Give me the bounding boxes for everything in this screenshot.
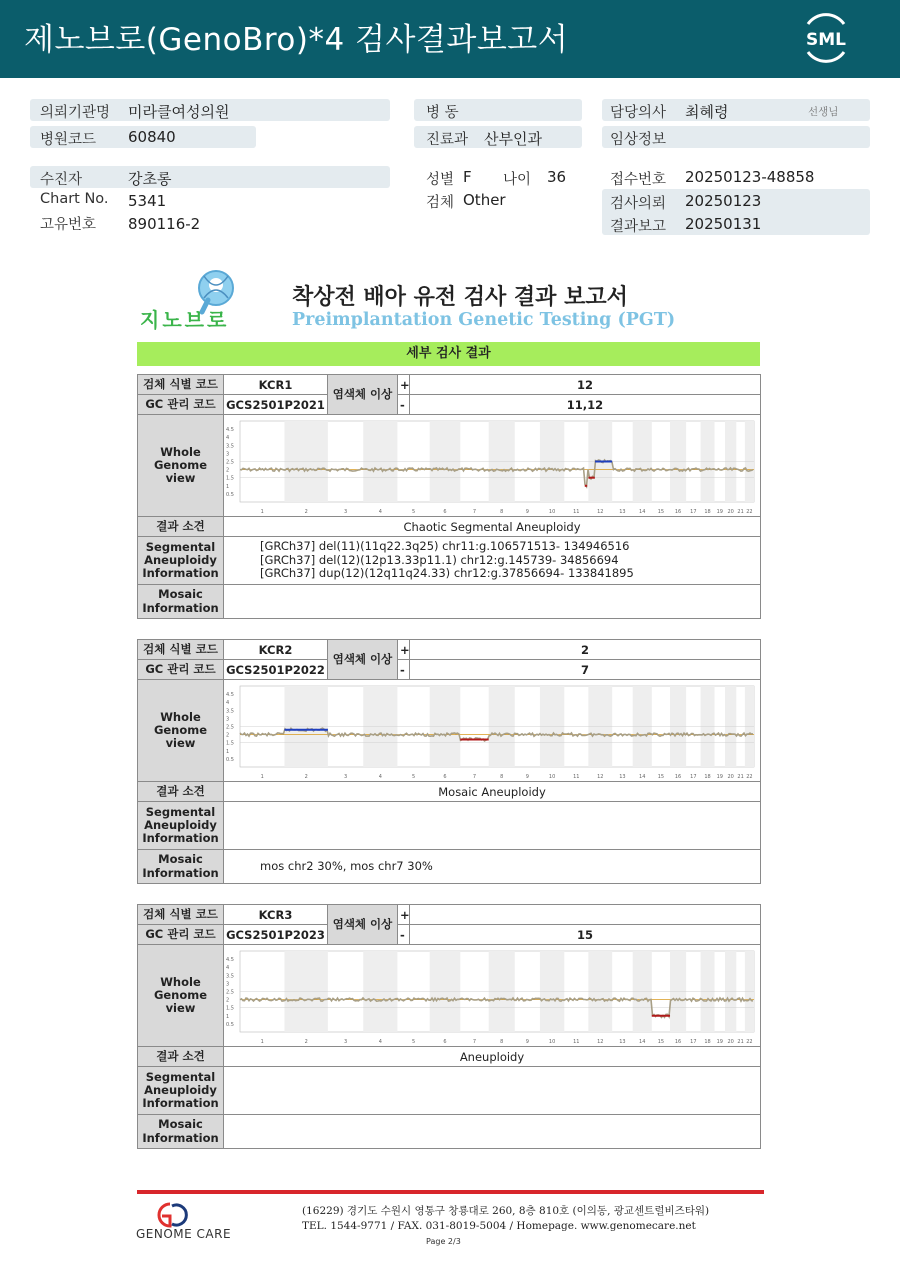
y-tick-label: 2.5 <box>226 989 234 995</box>
x-tick-label: 3 <box>343 1038 348 1045</box>
loss-chromosomes: 7 <box>410 660 761 680</box>
x-tick-label: 15 <box>657 508 665 515</box>
report-date-label: 결과보고 <box>610 219 667 235</box>
x-tick-label: 21 <box>737 508 744 515</box>
mosaic-label: Mosaic Information <box>138 585 224 619</box>
x-tick-label: 11 <box>573 1038 580 1045</box>
x-tick-label: 14 <box>639 1038 646 1045</box>
x-tick-label: 22 <box>746 508 753 515</box>
mosaic-info: mos chr2 30%, mos chr7 30% <box>224 850 761 884</box>
sample-id-value: KCR3 <box>224 905 328 925</box>
x-tick-label: 4 <box>378 508 382 515</box>
y-tick-label: 1 <box>226 1013 230 1020</box>
x-tick-label: 21 <box>737 1038 744 1045</box>
x-tick-label: 9 <box>525 508 529 515</box>
gc-code-label: GC 관리 코드 <box>138 925 224 945</box>
genome-plot-svg <box>224 946 759 1046</box>
x-tick-label: 5 <box>411 1038 416 1045</box>
y-tick-label: 3.5 <box>226 972 234 979</box>
receipt-label: 접수번호 <box>610 172 667 188</box>
gain-chromosomes: 2 <box>410 640 761 660</box>
x-tick-label: 22 <box>746 773 753 780</box>
whole-genome-plot <box>224 680 761 782</box>
gain-chromosomes: 12 <box>410 375 761 395</box>
x-tick-label: 1 <box>260 773 264 780</box>
x-tick-label: 14 <box>639 508 646 515</box>
gc-code-value: GCS2501P2021 <box>224 395 328 415</box>
x-tick-label: 17 <box>690 1038 697 1045</box>
segmental-info <box>224 1067 761 1115</box>
x-tick-label: 2 <box>304 773 308 780</box>
x-tick-label: 10 <box>548 1038 556 1045</box>
y-tick-label: 3.5 <box>226 442 234 449</box>
specimen-value: Other <box>463 191 506 209</box>
finding-value: Mosaic Aneuploidy <box>224 782 761 802</box>
address-line: (16229) 경기도 수원시 영통구 창룡대로 260, 8층 810호 (이의동, 광교센트럴비즈타워) <box>302 1205 710 1217</box>
segmental-label: Segmental Aneuploidy Information <box>138 537 224 585</box>
y-tick-label: 4 <box>226 699 230 706</box>
gain-sign: + <box>398 905 410 925</box>
sex-value: F <box>463 168 472 186</box>
gain-sign: + <box>398 375 410 395</box>
x-tick-label: 7 <box>472 1038 477 1045</box>
x-tick-label: 18 <box>704 1038 711 1045</box>
genome-plot-svg <box>224 416 759 516</box>
x-tick-label: 10 <box>548 773 556 780</box>
x-tick-label: 8 <box>500 773 504 780</box>
brand-name: 지노브로 <box>140 308 230 332</box>
sample-table <box>137 904 761 1149</box>
x-tick-label: 6 <box>443 773 447 780</box>
x-tick-label: 21 <box>737 773 744 780</box>
chart-no-value: 5341 <box>128 192 167 210</box>
x-tick-label: 4 <box>378 773 382 780</box>
doctor-suffix: 선생님 <box>808 106 839 118</box>
hospital-code-label: 병원코드 <box>40 132 97 148</box>
unique-no-label: 고유번호 <box>40 217 97 233</box>
specimen-label: 검체 <box>426 195 455 211</box>
institution-value: 미라클여성의원 <box>128 103 230 121</box>
segmental-line: [GRCh37] del(12)(12p13.33p11.1) chr12:g.145739- 34856694 <box>260 552 619 567</box>
y-tick-label: 4 <box>226 964 230 971</box>
x-tick-label: 16 <box>674 773 682 780</box>
mosaic-label: Mosaic Information <box>138 850 224 884</box>
x-tick-label: 16 <box>674 1038 682 1045</box>
report-title-korean: 착상전 배아 유전 검사 결과 보고서 <box>292 285 628 310</box>
report-header <box>0 0 900 78</box>
y-tick-label: 3 <box>226 980 230 987</box>
x-tick-label: 7 <box>472 508 477 515</box>
gc-code-label: GC 관리 코드 <box>138 395 224 415</box>
y-tick-label: 4.5 <box>226 956 234 963</box>
y-tick-label: 3 <box>226 715 230 722</box>
x-tick-label: 19 <box>716 508 723 515</box>
x-tick-label: 9 <box>525 1038 529 1045</box>
x-tick-label: 19 <box>716 1038 723 1045</box>
y-tick-label: 0.5 <box>226 491 234 498</box>
x-tick-label: 19 <box>716 773 723 780</box>
sample-id-value: KCR2 <box>224 640 328 660</box>
patient-value: 강초롱 <box>128 170 172 188</box>
chart-no-label: Chart No. <box>40 191 109 207</box>
doctor-label: 담당의사 <box>610 105 667 121</box>
gc-code-value: GCS2501P2023 <box>224 925 328 945</box>
whole-genome-plot <box>224 415 761 517</box>
loss-sign: - <box>398 660 410 680</box>
y-tick-label: 4.5 <box>226 426 234 433</box>
y-tick-label: 4.5 <box>226 691 234 698</box>
x-tick-label: 11 <box>573 773 580 780</box>
sample-table <box>137 374 761 619</box>
sample-id-value: KCR1 <box>224 375 328 395</box>
sample-id-label: 검체 식별 코드 <box>138 375 224 395</box>
x-tick-label: 13 <box>619 508 626 515</box>
y-tick-label: 1 <box>226 483 230 490</box>
finding-label: 결과 소견 <box>138 782 224 802</box>
sml-logo-text: SML <box>806 30 846 50</box>
gain-chromosomes <box>410 905 761 925</box>
patient-row <box>30 166 390 188</box>
sample-table <box>137 639 761 884</box>
sml-logo <box>800 12 852 64</box>
mosaic-info <box>224 1115 761 1149</box>
finding-value: Aneuploidy <box>224 1047 761 1067</box>
x-tick-label: 7 <box>472 773 477 780</box>
company-address <box>302 1204 709 1234</box>
y-tick-label: 1.5 <box>226 475 234 482</box>
y-tick-label: 0.5 <box>226 756 234 763</box>
x-tick-label: 12 <box>597 773 604 780</box>
whole-genome-label: Whole Genome view <box>138 945 224 1047</box>
ward-label: 병 동 <box>426 105 459 121</box>
whole-genome-label: Whole Genome view <box>138 415 224 517</box>
y-tick-label: 4 <box>226 434 230 441</box>
x-tick-label: 15 <box>657 773 665 780</box>
x-tick-label: 18 <box>704 508 711 515</box>
request-value: 20250123 <box>685 192 762 210</box>
x-tick-label: 13 <box>619 773 626 780</box>
y-tick-label: 2 <box>226 467 230 474</box>
gain-sign: + <box>398 640 410 660</box>
department-value: 산부인과 <box>484 130 542 148</box>
x-tick-label: 17 <box>690 773 697 780</box>
company-name: GENOME CARE <box>136 1227 232 1241</box>
chromosome-abnormality-label: 염색체 이상 <box>328 905 398 945</box>
finding-label: 결과 소견 <box>138 517 224 537</box>
y-tick-label: 3 <box>226 450 230 457</box>
x-tick-label: 8 <box>500 1038 504 1045</box>
sample-id-label: 검체 식별 코드 <box>138 640 224 660</box>
chromosome-abnormality-label: 염색체 이상 <box>328 375 398 415</box>
clinical-label: 임상정보 <box>610 132 667 148</box>
y-tick-label: 1 <box>226 748 230 755</box>
x-tick-label: 10 <box>548 508 556 515</box>
hospital-code-value: 60840 <box>128 128 176 146</box>
x-tick-label: 20 <box>727 773 734 780</box>
segmental-label: Segmental Aneuploidy Information <box>138 1067 224 1115</box>
x-tick-label: 3 <box>343 508 348 515</box>
finding-value: Chaotic Segmental Aneuploidy <box>224 517 761 537</box>
x-tick-label: 8 <box>500 508 504 515</box>
x-tick-label: 17 <box>690 508 697 515</box>
segmental-label: Segmental Aneuploidy Information <box>138 802 224 850</box>
x-tick-label: 6 <box>443 508 447 515</box>
loss-sign: - <box>398 395 410 415</box>
x-tick-label: 14 <box>639 773 646 780</box>
x-tick-label: 20 <box>727 1038 734 1045</box>
whole-genome-plot <box>224 945 761 1047</box>
segmental-info <box>224 802 761 850</box>
genome-care-logo-icon <box>140 1200 200 1230</box>
y-tick-label: 1.5 <box>226 740 234 747</box>
genome-plot-svg <box>224 681 759 781</box>
department-label: 진료과 <box>426 132 469 148</box>
x-tick-label: 4 <box>378 1038 382 1045</box>
x-tick-label: 16 <box>674 508 682 515</box>
x-tick-label: 12 <box>597 508 604 515</box>
age-label: 나이 <box>503 172 532 188</box>
loss-sign: - <box>398 925 410 945</box>
mosaic-info <box>224 585 761 619</box>
institution-label: 의뢰기관명 <box>40 105 111 121</box>
segmental-line: [GRCh37] del(11)(11q22.3q25) chr11:g.106571513- 134946516 <box>260 538 630 553</box>
request-label: 검사의뢰 <box>610 196 667 212</box>
whole-genome-label: Whole Genome view <box>138 680 224 782</box>
finding-label: 결과 소견 <box>138 1047 224 1067</box>
age-value: 36 <box>547 168 567 186</box>
report-date-value: 20250131 <box>685 215 762 233</box>
x-tick-label: 18 <box>704 773 711 780</box>
doctor-value: 최혜령 <box>685 103 729 121</box>
x-tick-label: 11 <box>573 508 580 515</box>
patient-label: 수진자 <box>40 172 83 188</box>
y-tick-label: 2.5 <box>226 724 234 730</box>
y-tick-label: 2.5 <box>226 459 234 465</box>
x-tick-label: 13 <box>619 1038 626 1045</box>
report-title-english: Preimplantation Genetic Testing (PGT) <box>292 310 676 330</box>
gc-code-label: GC 관리 코드 <box>138 660 224 680</box>
y-tick-label: 2 <box>226 997 230 1004</box>
loss-chromosomes: 11,12 <box>410 395 761 415</box>
unique-no-value: 890116-2 <box>128 215 201 233</box>
segmental-line: [GRCh37] dup(12)(12q11q24.33) chr12:g.37856694- 133841895 <box>260 566 634 581</box>
x-tick-label: 2 <box>304 1038 308 1045</box>
x-tick-label: 22 <box>746 1038 753 1045</box>
y-tick-label: 1.5 <box>226 1005 234 1012</box>
section-title: 세부 검사 결과 <box>137 342 760 366</box>
x-tick-label: 3 <box>343 773 348 780</box>
x-tick-label: 20 <box>727 508 734 515</box>
x-tick-label: 5 <box>411 773 416 780</box>
x-tick-label: 12 <box>597 1038 604 1045</box>
page-number: Page 2/3 <box>426 1237 461 1246</box>
segmental-info <box>224 537 761 585</box>
contact-line: TEL. 1544-9771 / FAX. 031-8019-5004 / Homepage. www.genomecare.net <box>302 1220 696 1232</box>
x-tick-label: 1 <box>260 1038 264 1045</box>
chromosome-abnormality-label: 염색체 이상 <box>328 640 398 680</box>
x-tick-label: 6 <box>443 1038 447 1045</box>
x-tick-label: 1 <box>260 508 264 515</box>
report-title: 제노브로(GenoBro)*4 검사결과보고서 <box>24 22 569 58</box>
x-tick-label: 5 <box>411 508 416 515</box>
x-tick-label: 2 <box>304 508 308 515</box>
footer-divider <box>137 1190 764 1194</box>
y-tick-label: 0.5 <box>226 1021 234 1028</box>
sex-label: 성별 <box>426 172 455 188</box>
loss-chromosomes: 15 <box>410 925 761 945</box>
receipt-value: 20250123-48858 <box>685 168 815 186</box>
x-tick-label: 15 <box>657 1038 665 1045</box>
y-tick-label: 3.5 <box>226 707 234 714</box>
mosaic-label: Mosaic Information <box>138 1115 224 1149</box>
y-tick-label: 2 <box>226 732 230 739</box>
x-tick-label: 9 <box>525 773 529 780</box>
sample-id-label: 검체 식별 코드 <box>138 905 224 925</box>
gc-code-value: GCS2501P2022 <box>224 660 328 680</box>
